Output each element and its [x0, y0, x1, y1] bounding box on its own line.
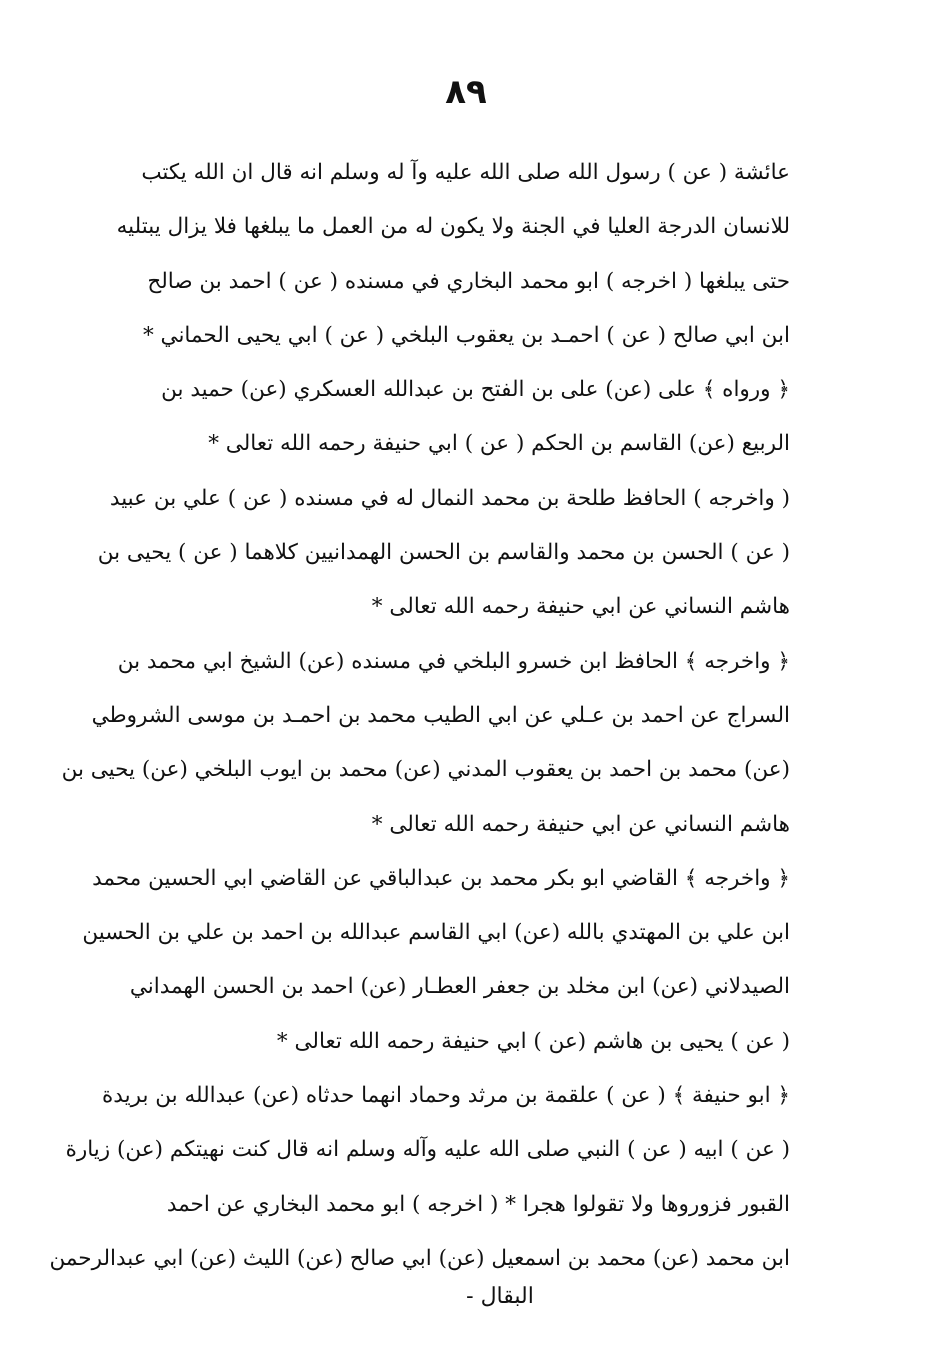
text-line-11: السراج عن احمد بن عـلي عن ابي الطيب محمد بن احمـد بن موسى الشروطي	[91, 702, 790, 728]
text-line-16: الصيدلاني (عن) ابن مخلد بن جعفر العطـار (عن) احمد بن الحسن الهمداني	[129, 974, 790, 1000]
text-line-2: للانسان الدرجة العليا في الجنة ولا يكون له من العمل ما يبلغها فلا يزال يبتليه	[116, 214, 790, 240]
text-line-17: ( عن ) يحيى بن هاشم (عن ) ابي حنيفة رحمه الله تعالى *	[276, 1028, 790, 1054]
text-line-4: ابن ابي صالح ( عن ) احمـد بن يعقوب البلخي ( عن ) ابي يحيى الحماني *	[142, 322, 790, 348]
text-line-20: القبور فزوروها ولا تقولوا هجرا * ( اخرجه ) ابو محمد البخاري عن احمد	[166, 1191, 790, 1217]
text-line-9: هاشم النساني عن ابي حنيفة رحمه الله تعالى *	[371, 594, 790, 620]
text-line-19: ( عن ) ابيه ( عن ) النبي صلى الله عليه وآله وسلم انه قال كنت نهيتكم (عن) زيارة	[65, 1137, 790, 1163]
text-line-1: عائشة ( عن ) رسول الله صلى الله عليه وآ له وسلم انه قال ان الله يكتب	[141, 160, 790, 185]
page-number: ٨٩	[445, 72, 487, 112]
text-line-13: هاشم النساني عن ابي حنيفة رحمه الله تعالى *	[371, 811, 790, 837]
text-line-6: الربيع (عن) القاسم بن الحكم ( عن ) ابي حنيفة رحمه الله تعالى *	[208, 431, 790, 457]
text-line-5: ﴿ ورواه ﴾ على (عن) على بن الفتح بن عبدالله العسكري (عن) حميد بن	[161, 377, 790, 403]
text-line-12: (عن) محمد بن احمد بن يعقوب المدني (عن) محمد بن ايوب البلخي (عن) يحيى بن	[61, 757, 790, 783]
text-line-3: حتى يبلغها ( اخرجه ) ابو محمد البخاري في مسنده ( عن ) احمد بن صالح	[147, 268, 790, 294]
text-line-15: ابن علي بن المهتدي بالله (عن) ابي القاسم عبدالله بن احمد بن علي بن الحسين	[82, 920, 790, 946]
text-line-14: ﴿ واخرجه ﴾ القاضي ابو بكر محمد بن عبدالباقي عن القاضي ابي الحسين محمد	[92, 865, 790, 891]
text-line-18: ﴿ ابو حنيفة ﴾ ( عن ) علقمة بن مرثد وحماد انهما حدثاه (عن) عبدالله بن بريدة	[102, 1083, 790, 1109]
text-line-10: ﴿ واخرجه ﴾ الحافظ ابن خسرو البلخي في مسنده (عن) الشيخ ابي محمد بن	[117, 648, 790, 674]
text-line-7: ( واخرجه ) الحافظ طلحة بن محمد النمال له في مسنده ( عن ) علي بن عبيد	[109, 485, 790, 511]
text-line-21: ابن محمد (عن) محمد بن اسمعيل (عن) ابي صالح (عن) الليث (عن) ابي عبدالرحمن	[49, 1245, 790, 1271]
text-line-8: ( عن ) الحسن بن محمد والقاسم بن الحسن الهمدانيين كلاهما ( عن ) يحيى بن	[97, 540, 790, 566]
body-text	[49, 146, 790, 1286]
catchword: البقال -	[466, 1284, 534, 1309]
